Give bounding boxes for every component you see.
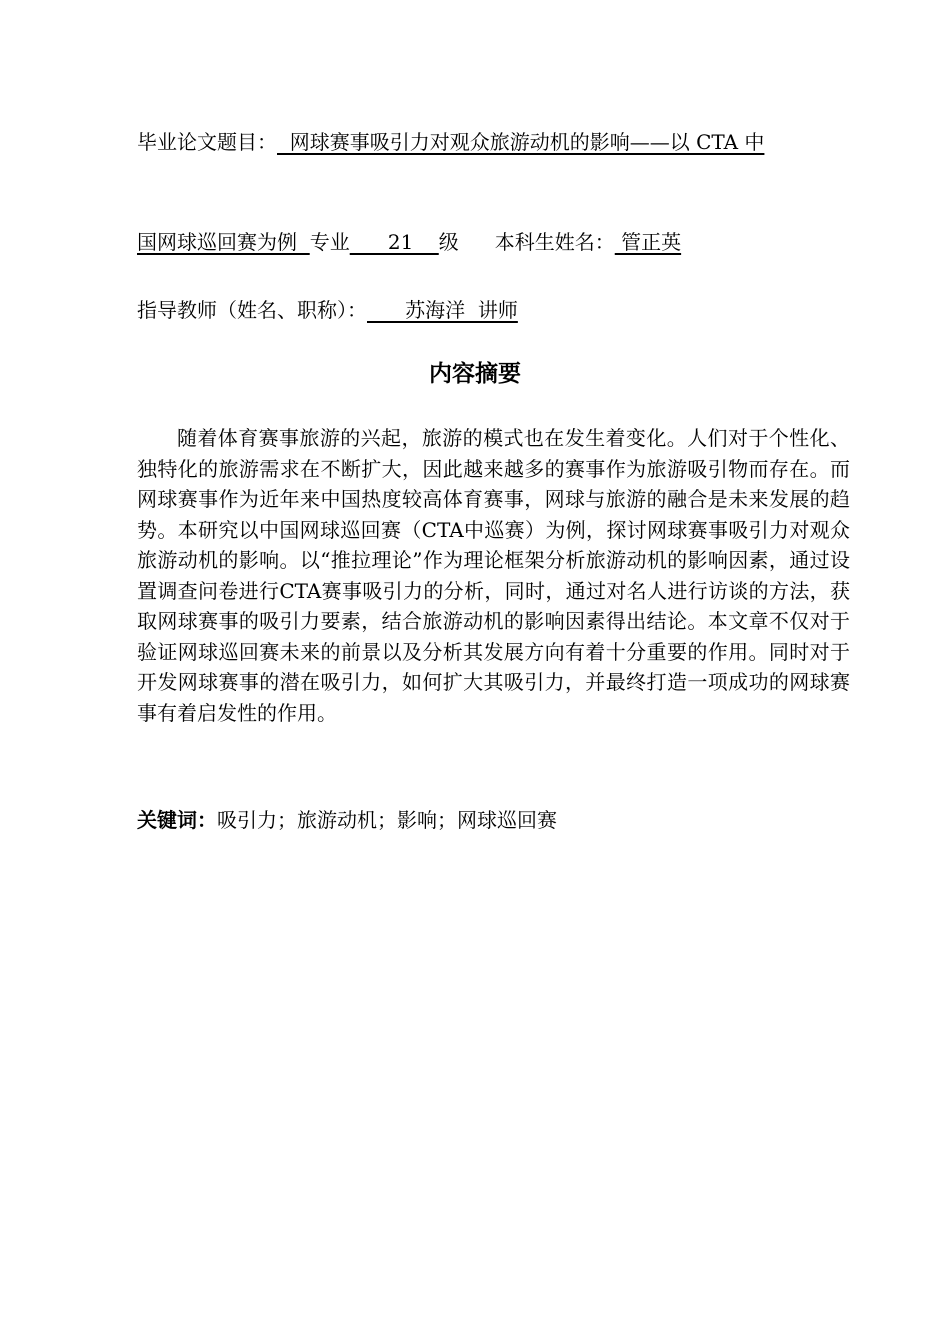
keywords-line [137, 806, 557, 834]
thesis-title-continuation: 国网球巡回赛为例 [137, 230, 310, 254]
advisor-value: 苏海洋 讲师 [367, 298, 518, 322]
thesis-title-value: 网球赛事吸引力对观众旅游动机的影响——以 CTA 中 [277, 130, 765, 154]
grade-label: 级 [438, 230, 459, 254]
thesis-title-label: 毕业论文题目： [137, 130, 277, 154]
thesis-title-major-line [137, 228, 681, 256]
advisor-label: 指导教师（姓名、职称）： [137, 298, 367, 322]
keywords-value: 吸引力；旅游动机；影响；网球巡回赛 [217, 808, 557, 832]
abstract-body: 随着体育赛事旅游的兴起，旅游的模式也在发生着变化。人们对于个性化、独特化的旅游需求在不断扩大，因此越来越多的赛事作为旅游吸引物而存在。而网球赛事作为近年来中国热度较高体育赛事，网球与旅游的融合是未来发展的趋势。本研究以中国网球巡回赛（CTA中巡赛）为例，探讨网球赛事吸引力对观众旅游动机的影响。以“推拉理论”作为理论框架分析旅游动机的影响因素，通过设置调查问卷进行CTA赛事吸引力的分析，同时，通过对名人进行访谈的方法，获取网球赛事的吸引力要素，结合旅游动机的影响因素得出结论。本文章不仅对于验证网球巡回赛未来的前景以及分析其发展方向有着十分重要的作用。同时对于开发网球赛事的潜在吸引力，如何扩大其吸引力，并最终打造一项成功的网球赛事有着启发性的作用。 [137, 426, 850, 725]
student-name-value: 管正英 [614, 230, 682, 254]
grade-value: 21 [349, 230, 439, 254]
keywords-label: 关键词： [137, 808, 217, 832]
student-name-label: 本科生姓名： [494, 230, 615, 254]
abstract-heading: 内容摘要 [429, 361, 521, 387]
advisor-line [137, 296, 518, 324]
major-label: 专业 [309, 230, 350, 254]
thesis-title-line [137, 128, 764, 156]
